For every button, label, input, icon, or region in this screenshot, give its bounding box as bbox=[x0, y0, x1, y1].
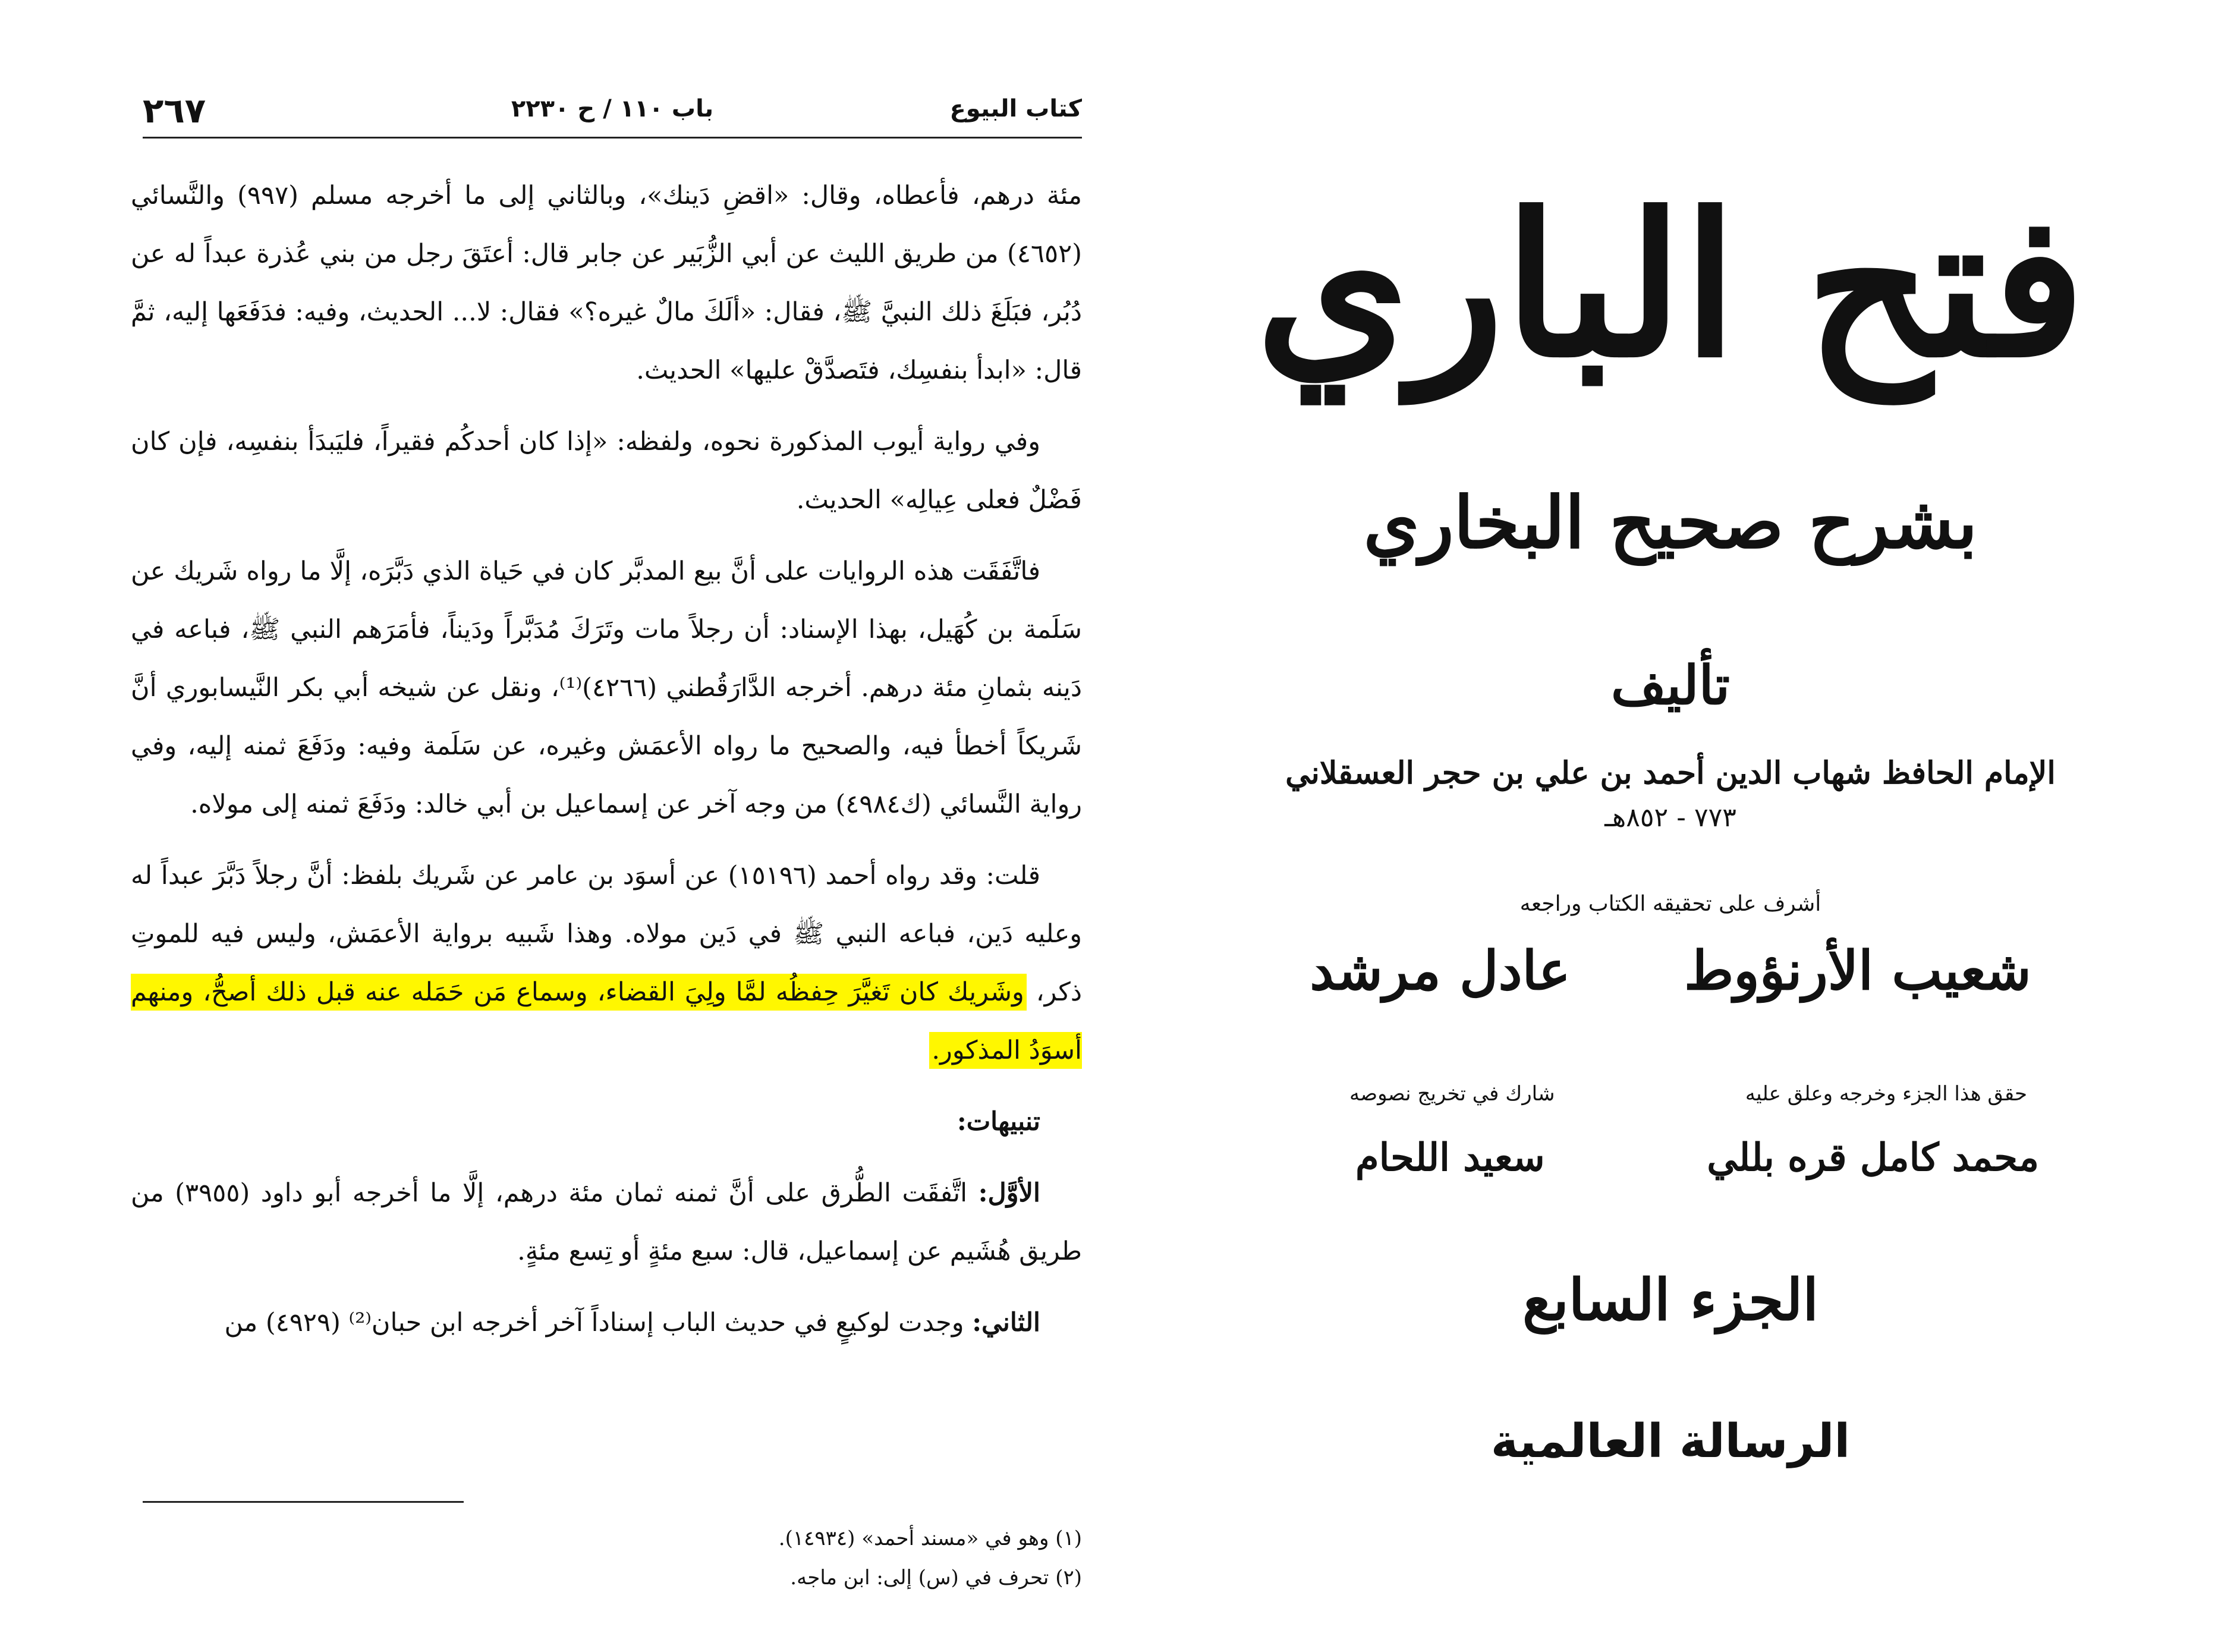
footnote-divider bbox=[143, 1501, 464, 1503]
page-header bbox=[143, 90, 1082, 143]
body-text bbox=[131, 166, 1082, 1365]
book-subtitle: بشرح صحيح البخاري bbox=[1363, 481, 1978, 565]
footnotes bbox=[131, 1519, 1082, 1597]
author-name: الإمام الحافظ شهاب الدين أحمد بن علي بن حجر العسقلاني bbox=[1285, 755, 2056, 791]
contributor-name: سعيد اللحام bbox=[1355, 1135, 1545, 1180]
paragraph bbox=[131, 847, 1082, 1080]
publisher-name: الرسالة العالمية bbox=[1490, 1415, 1851, 1468]
chapter-title: كتاب البيوع bbox=[949, 95, 1082, 122]
paragraph: مئة درهم، فأعطاه، وقال: «اقضِ دَينك»، وبالثاني إلى ما أخرجه مسلم (٩٩٧) والنَّسائي (٤٦٥٢) من طريق الليث عن أبي الزُّبَير عن جابر قال: أعتَقَ رجل من بني عُذرة عبداً له عن دُبُر، فبَلَغَ ذلك النبيَّ ﷺ، فقال: «ألَكَ مالٌ غيره؟» فقال: لا... الحديث، وفيه: فدَفَعَها إليه، ثمَّ قال: «ابدأ بنفسِك، فتَصدَّقْ عليها» الحديث. bbox=[131, 181, 1082, 385]
footnote-1: (١) وهو في «مسند أحمد» (١٤٩٣٤). bbox=[778, 1527, 1082, 1550]
paragraph: فاتَّفَقَت هذه الروايات على أنَّ بيع المدبَّر كان في حَياة الذي دَبَّرَه، إلَّا ما رواه شَريك عن سَلَمة بن كُهَيل، بهذا الإسناد: أن رجلاً مات وتَرَكَ مُدَبَّراً ودَيناً، فأمَرَهم النبي ﷺ، فباعه في دَينه بثمانِ مئة درهم. أخرجه الدَّارَقُطني (٤٢٦٦)⁽¹⁾، ونقل عن شيخه أبي بكر النَّيسابوري أنَّ شَريكاً أخطأ فيه، والصحيح ما رواه الأعمَش وغيره، عن سَلَمة وفيه: ودَفَعَ ثمنه إليه، وفي رواية النَّسائي (ك٤٩٨٤) من وجه آخر عن إسماعيل بن أبي خالد: ودَفَعَ ثمنه إلى مولاه. bbox=[131, 556, 1082, 819]
editor-name: شعيب الأرنؤوط bbox=[1684, 939, 2031, 1002]
section-reference: باب ١١٠ / ح ٢٢٣٠ bbox=[511, 95, 714, 122]
left-page bbox=[125, 59, 1088, 1605]
volume-number: الجزء السابع bbox=[1522, 1266, 1819, 1333]
note-second bbox=[131, 1294, 1082, 1352]
highlighted-text: وشَريك كان تَغيَّرَ حِفظُه لمَّا ولِيَ القضاء، وسماع مَن حَمَله عنه قبل ذلك أصحُّ، ومنهم أسوَدُ المذكور. bbox=[131, 974, 1082, 1069]
paragraph: وفي رواية أيوب المذكورة نحوه، ولفظه: «إذا كان أحدكُم فقيراً، فليَبدَأ بنفسِه، فإن كان فَضْلٌ فعلى عِيالِه» الحديث. bbox=[131, 427, 1082, 515]
header-divider bbox=[143, 137, 1082, 139]
volume-editor-label: حقق هذا الجزء وخرجه وعلق عليه bbox=[1745, 1082, 2027, 1106]
book-title: فتح الباري bbox=[1256, 170, 2085, 401]
supervision-label: أشرف على تحقيقه الكتاب وراجعه bbox=[1519, 892, 1821, 916]
note-label: الثاني: bbox=[972, 1308, 1040, 1338]
authorship-label: تأليف bbox=[1610, 654, 1731, 717]
notes-heading: تنبيهات: bbox=[957, 1107, 1040, 1137]
volume-editor-name: محمد كامل قره بللي bbox=[1707, 1135, 2039, 1180]
title-page bbox=[1219, 119, 2122, 1575]
footnote-2: (٢) تحرف في (س) إلى: ابن ماجه. bbox=[790, 1566, 1082, 1590]
note-text: اتَّفقَت الطُّرق على أنَّ ثمنه ثمان مئة درهم، إلَّا ما أخرجه أبو داود (٣٩٥٥) من طريق هُشَيم عن إسماعيل، قال: سبع مئةٍ أو تِسع مئةٍ. bbox=[131, 1178, 1082, 1266]
paragraph-text: قلت: وقد رواه أحمد (١٥١٩٦) عن أسوَد بن عامر عن شَريك بلفظ: أنَّ رجلاً دَبَّرَ عبداً له وعليه دَين، فباعه النبي ﷺ في دَين مولاه. وهذا شَبيه برواية الأعمَش، وليس فيه للموتِ ذكر، bbox=[131, 861, 1082, 1007]
note-first bbox=[131, 1164, 1082, 1280]
editor-name: عادل مرشد bbox=[1310, 939, 1571, 1002]
page-number: ٢٦٧ bbox=[143, 90, 206, 131]
contributor-label: شارك في تخريج نصوصه bbox=[1349, 1082, 1555, 1106]
note-text: وجدت لوكيعٍ في حديث الباب إسناداً آخر أخرجه ابن حبان⁽²⁾ (٤٩٢٩) من bbox=[224, 1308, 973, 1338]
note-label: الأوَّل: bbox=[978, 1178, 1040, 1208]
author-dates: ٧٧٣ - ٨٥٢هـ bbox=[1604, 803, 1736, 833]
chief-editors bbox=[1219, 939, 2122, 1002]
